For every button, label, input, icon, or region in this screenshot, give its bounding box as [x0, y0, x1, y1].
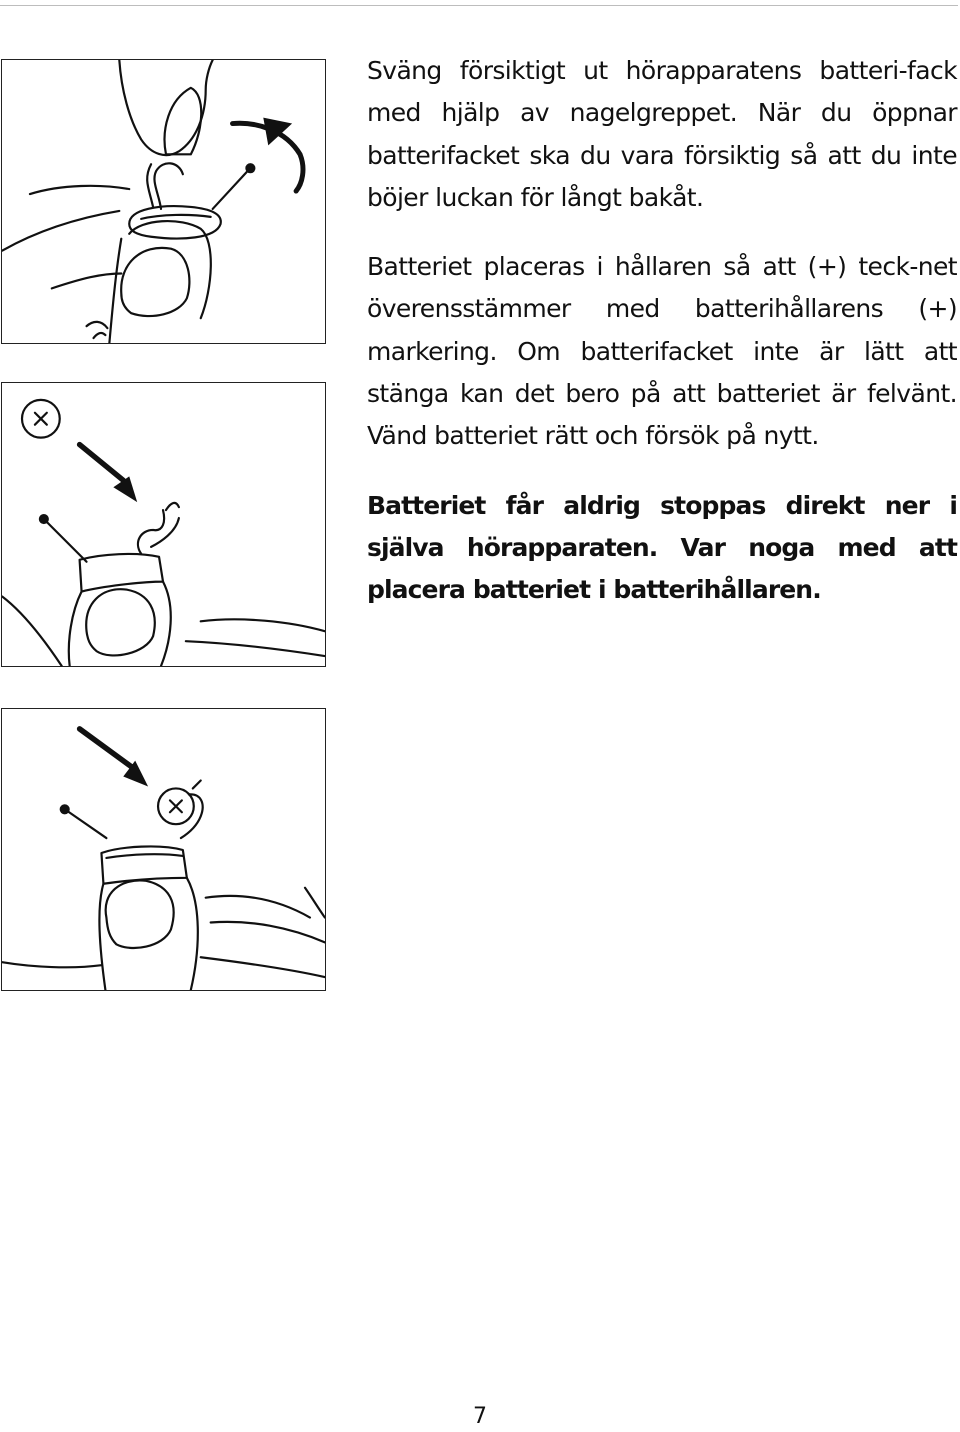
figure-insert-battery — [1, 382, 326, 667]
paragraph-open-battery-door: Sväng försiktigt ut hörapparatens batteri-fack med hjälp av nagelgreppet. När du öppnar batterifacket ska du vara försiktig så att du inte böjer luckan för långt bakåt. — [367, 56, 957, 212]
paragraph-warning: Batteriet får aldrig stoppas direkt ner i själva hörapparaten. Var noga med att placera batteriet i batterihållaren. — [367, 490, 957, 605]
figure-battery-in-holder — [1, 708, 326, 991]
paragraph-insert-battery: Batteriet placeras i hållaren så att (+) teck-net överensstämmer med batterihållarens (+) markering. Om batterifacket inte är lätt att stänga kan det bero på att batteriet är felvänt. Vänd batteriet rätt och försök på nytt. — [367, 252, 957, 451]
open-battery-door-illustration — [2, 60, 325, 343]
insert-battery-illustration — [2, 383, 325, 666]
battery-in-holder-illustration — [2, 709, 325, 990]
figure-open-battery-door — [1, 59, 326, 344]
page-number: 7 — [473, 1404, 487, 1429]
top-rule — [0, 5, 958, 6]
instruction-text-column — [367, 50, 957, 612]
